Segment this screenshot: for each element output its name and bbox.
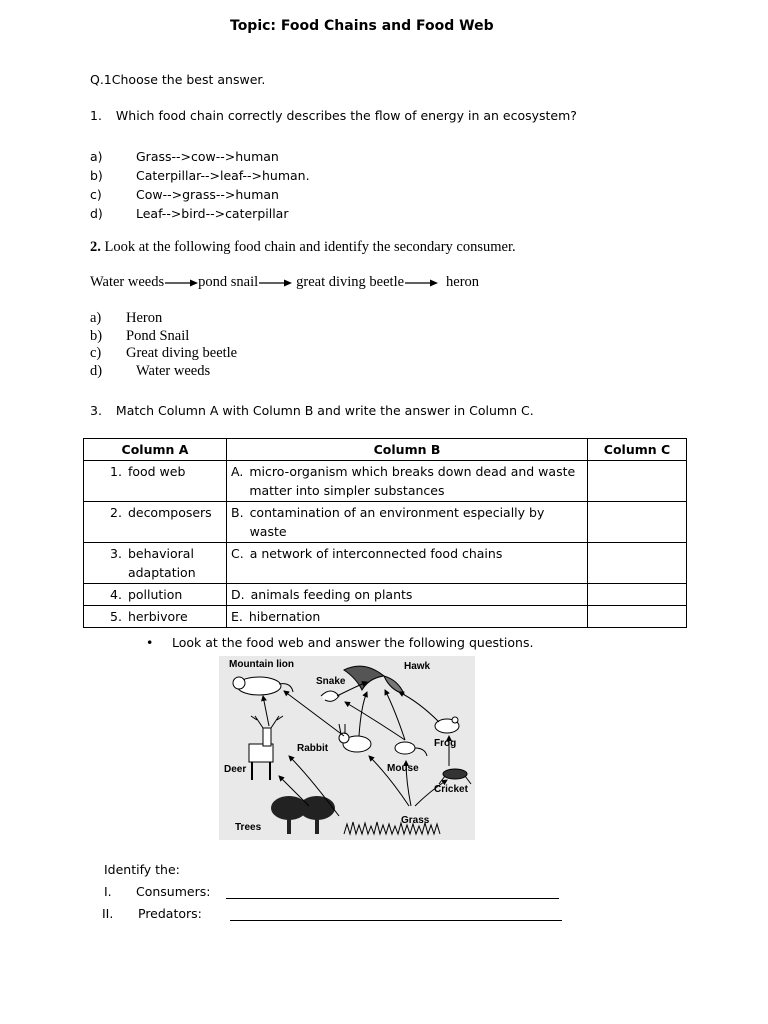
column-a-cell: 4. pollution: [84, 584, 227, 606]
predators-answer-line[interactable]: [230, 920, 562, 921]
label-deer: Deer: [224, 764, 247, 775]
column-c-answer[interactable]: [588, 543, 687, 584]
mouse-icon: [395, 742, 427, 756]
column-a-cell: 1. food web: [84, 461, 227, 502]
arrow-right-icon: [258, 278, 292, 288]
label-hawk: Hawk: [404, 661, 431, 672]
question-number: 1.: [90, 108, 102, 123]
label-trees: Trees: [235, 822, 262, 833]
table-header-row: [84, 439, 687, 461]
table-row: [84, 461, 687, 502]
section-heading: Q.1Choose the best answer.: [90, 72, 266, 87]
arrow-right-icon: [404, 278, 438, 288]
label-mouse: Mouse: [387, 763, 419, 774]
table-row: [84, 606, 687, 628]
column-a-cell: 2. decomposers: [84, 502, 227, 543]
table-row: [84, 502, 687, 543]
frog-icon: [435, 717, 459, 733]
chain-item: heron: [446, 274, 480, 290]
trees-icon: [271, 796, 335, 834]
bullet-icon: •: [146, 635, 154, 650]
column-b-cell: A. micro-organism which breaks down dead and waste matter into simpler substances: [227, 461, 588, 502]
page-title: Topic: Food Chains and Food Web: [230, 18, 494, 34]
chain-item: great diving beetle: [296, 274, 405, 290]
foodweb-prompt: • Look at the food web and answer the following questions.: [146, 635, 534, 650]
label-rabbit: Rabbit: [297, 743, 329, 754]
option-c: c) Great diving beetle: [90, 345, 238, 361]
column-header: Column C: [588, 439, 687, 461]
rabbit-icon: [339, 724, 371, 752]
table-row: [84, 584, 687, 606]
option-d: d) Leaf-->bird-->caterpillar: [90, 206, 289, 221]
column-header: Column A: [84, 439, 227, 461]
table-row: [84, 543, 687, 584]
question-number: 2.: [90, 239, 101, 255]
option-c: c) Cow-->grass-->human: [90, 187, 279, 202]
option-b: b) Caterpillar-->leaf-->human.: [90, 168, 310, 183]
identify-item-consumers: I. Consumers:: [104, 884, 211, 899]
label-snake: Snake: [316, 676, 346, 687]
question-text: Which food chain correctly describes the flow of energy in an ecosystem?: [115, 108, 577, 123]
column-b-cell: E. hibernation: [227, 606, 588, 628]
option-d: d) Water weeds: [90, 362, 211, 379]
column-b-cell: D. animals feeding on plants: [227, 584, 588, 606]
column-b-cell: B. contamination of an environment especially by waste: [227, 502, 588, 543]
matching-table: [83, 438, 687, 628]
column-header: Column B: [227, 439, 588, 461]
column-c-answer[interactable]: [588, 606, 687, 628]
label-mountain-lion: Mountain lion: [229, 659, 294, 670]
column-a-cell: 3. behavioral adaptation: [84, 543, 227, 584]
label-cricket: Cricket: [434, 784, 468, 795]
column-a-cell: 5. herbivore: [84, 606, 227, 628]
column-c-answer[interactable]: [588, 584, 687, 606]
q2-options: [90, 310, 237, 380]
q1-options: [90, 147, 310, 223]
column-c-answer[interactable]: [588, 502, 687, 543]
food-chain: [90, 274, 479, 291]
identify-item-predators: II. Predators:: [102, 906, 202, 921]
question-number: 3.: [90, 403, 102, 418]
label-grass: Grass: [401, 815, 430, 826]
option-b: b) Pond Snail: [90, 327, 190, 344]
chain-item: Water weeds: [90, 274, 165, 290]
column-b-cell: C. a network of interconnected food chains: [227, 543, 588, 584]
hawk-icon: [344, 666, 404, 694]
arrow-right-icon: [164, 278, 198, 288]
identify-heading: Identify the:: [104, 862, 180, 877]
option-a: a) Heron: [90, 310, 163, 326]
chain-item: pond snail: [198, 274, 259, 290]
column-c-answer[interactable]: [588, 461, 687, 502]
question-2: [90, 239, 516, 256]
food-web-diagram: [219, 656, 475, 840]
snake-icon: [321, 691, 339, 701]
deer-icon: [249, 716, 283, 780]
option-a: a) Grass-->cow-->human: [90, 149, 279, 164]
question-3: [90, 403, 534, 418]
consumers-answer-line[interactable]: [226, 898, 559, 899]
question-1: [90, 108, 577, 123]
question-text: Match Column A with Column B and write the answer in Column C.: [115, 403, 534, 418]
mountain-lion-icon: [233, 677, 293, 695]
question-text: Look at the following food chain and identify the secondary consumer.: [104, 239, 516, 255]
label-frog: Frog: [434, 738, 457, 749]
